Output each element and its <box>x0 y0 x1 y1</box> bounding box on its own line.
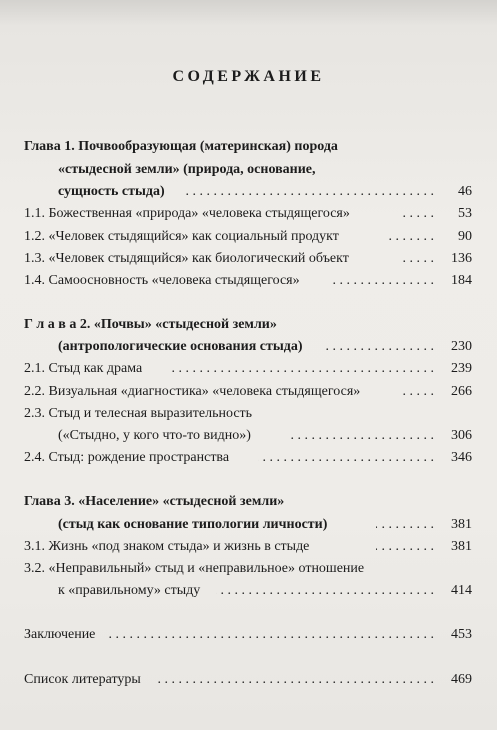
toc-page-number: 53 <box>458 206 472 221</box>
toc-page-number: 469 <box>451 672 472 687</box>
toc-section-3-2-line-2 <box>58 581 472 601</box>
toc-entry-text: 1.1. Божественная «природа» «человека стыдящегося» <box>24 206 350 221</box>
dot-leader <box>400 249 434 269</box>
toc-section-2-3-line-2 <box>58 426 472 446</box>
toc-entry-text: 1.2. «Человек стыдящийся» как социальный продукт <box>24 229 339 244</box>
toc-page-number: 136 <box>451 251 472 266</box>
toc-chapter-1-line-2 <box>58 160 472 180</box>
toc-entry-text: 3.2. «Неправильный» стыд и «неправильное» отношение <box>24 561 365 576</box>
dot-leader <box>388 227 434 247</box>
toc-entry-text: 3.1. Жизнь «под знаком стыда» и жизнь в стыде <box>24 539 310 554</box>
toc-section-2-1 <box>24 359 472 379</box>
toc-entry-text: Глава 3. «Население» «стыдесной земли» <box>24 494 285 509</box>
toc-entry-text: 1.3. «Человек стыдящийся» как биологический объект <box>24 251 349 266</box>
dot-leader <box>108 625 434 645</box>
toc-entry-text: 1.4. Самоосновность «человека стыдящегося» <box>24 273 300 288</box>
page-top-shadow <box>0 0 497 26</box>
toc-section-1-2 <box>24 227 472 247</box>
toc-section-1-4 <box>24 271 472 291</box>
toc-entry-text: («Стыдно, у кого что-то видно») <box>58 428 251 443</box>
toc-entry-text: «стыдесной земли» (природа, основание, <box>58 162 316 177</box>
toc-entry-text: Глава 1. Почвообразующая (материнская) порода <box>24 139 338 154</box>
toc-page-number: 453 <box>451 627 472 642</box>
toc-section-1-1 <box>24 204 472 224</box>
toc-page-number: 46 <box>458 184 472 199</box>
dot-leader <box>400 204 434 224</box>
dot-leader <box>172 359 434 379</box>
toc-entry-text: Заключение <box>24 627 96 642</box>
toc-page-number: 346 <box>451 450 472 465</box>
toc-entry-text: 2.2. Визуальная «диагностика» «человека стыдящегося» <box>24 384 361 399</box>
toc-section-1-3 <box>24 249 472 269</box>
toc-entry-text: 2.1. Стыд как драма <box>24 361 143 376</box>
toc-section-2-4 <box>24 448 472 468</box>
toc-section-2-3-line-1 <box>24 404 472 424</box>
dot-leader <box>330 271 434 291</box>
toc-chapter-3-line-2 <box>58 515 472 535</box>
dot-leader <box>258 448 434 468</box>
toc-page-number: 381 <box>451 517 472 532</box>
page-title: СОДЕРЖАНИЕ <box>172 68 325 85</box>
toc-page-number: 414 <box>451 583 472 598</box>
toc-section-3-2-line-1 <box>24 559 472 579</box>
toc-entry-text: к «правильному» стыду <box>58 583 201 598</box>
toc-page-number: 230 <box>451 339 472 354</box>
toc-entry-text: 2.4. Стыд: рождение пространства <box>24 450 230 465</box>
toc-entry-text: (стыд как основание типологии личности) <box>58 517 328 532</box>
toc-page-number: 266 <box>451 384 472 399</box>
toc-page-number: 306 <box>451 428 472 443</box>
dot-leader <box>376 515 434 535</box>
toc-chapter-1-line-3 <box>58 182 472 202</box>
toc-chapter-2-line-1 <box>24 315 472 335</box>
dot-leader <box>158 670 434 690</box>
toc-chapter-2-line-2 <box>58 337 472 357</box>
toc-conclusion <box>24 625 472 645</box>
toc-page-number: 90 <box>458 229 472 244</box>
dot-leader <box>376 537 434 557</box>
toc-page-number: 184 <box>451 273 472 288</box>
toc-entry-text: 2.3. Стыд и телесная выразительность <box>24 406 253 421</box>
toc-chapter-1-line-1 <box>24 137 472 157</box>
dot-leader <box>400 382 434 402</box>
dot-leader <box>290 426 434 446</box>
dot-leader <box>326 337 434 357</box>
toc-entry-text: Г л а в а 2. «Почвы» «стыдесной земли» <box>24 317 277 332</box>
dot-leader <box>216 581 434 601</box>
toc-section-3-1 <box>24 537 472 557</box>
toc-entry-text: сущность стыда) <box>58 184 165 199</box>
dot-leader <box>183 182 434 202</box>
toc-page-number: 239 <box>451 361 472 376</box>
toc-page-number: 381 <box>451 539 472 554</box>
toc-bibliography <box>24 670 472 690</box>
toc-entry-text: (антропологические основания стыда) <box>58 339 303 354</box>
toc-entry-text: Список литературы <box>24 672 141 687</box>
toc-section-2-2 <box>24 382 472 402</box>
toc-chapter-3-line-1 <box>24 492 472 512</box>
